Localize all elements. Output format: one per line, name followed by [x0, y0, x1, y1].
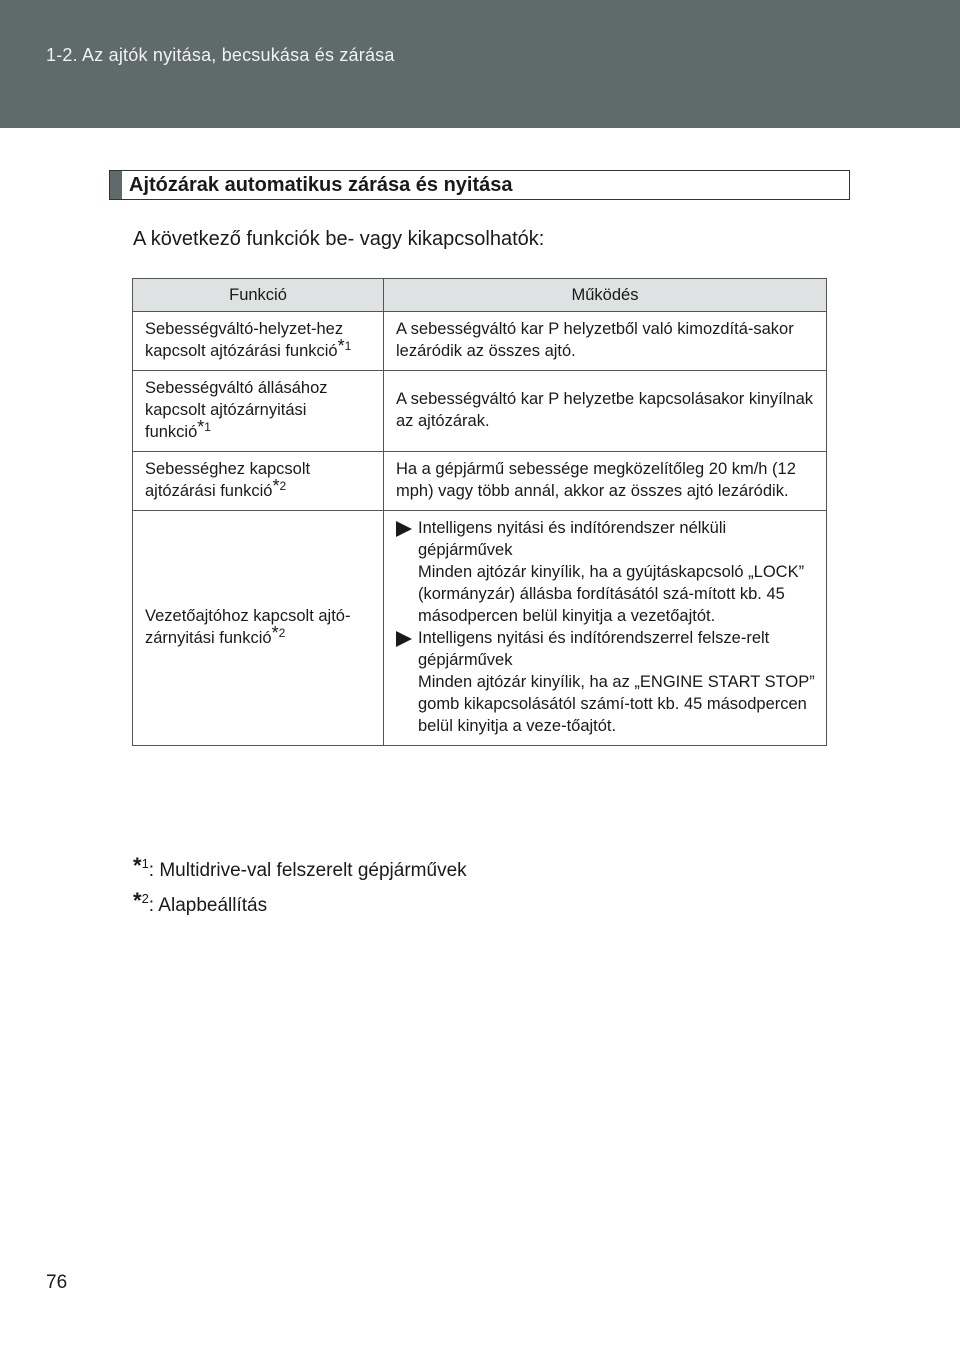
- function-name: Vezetőajtóhoz kapcsolt ajtó-zárnyitási funkció: [145, 607, 351, 647]
- function-cell: [133, 371, 384, 452]
- function-name: Sebességváltó állásához kapcsolt ajtózárnyitási funkció: [145, 379, 328, 441]
- section-path: 1-2. Az ajtók nyitása, becsukása és zárása: [46, 45, 395, 65]
- footnote-star: *: [337, 336, 345, 356]
- function-cell: [133, 511, 384, 746]
- footnote-star: *: [133, 888, 142, 913]
- operation-cell: Ha a gépjármű sebessége megközelítőleg 20 km/h (12 mph) vagy több annál, akkor az összes ajtó lezáródik.: [384, 452, 827, 511]
- footnote-text: : Alapbeállítás: [148, 895, 268, 916]
- table-row: [133, 511, 827, 746]
- operation-cell: A sebességváltó kar P helyzetből való kimozdítá-sakor lezáródik az összes ajtó.: [384, 312, 827, 371]
- function-name: Sebességhez kapcsolt ajtózárási funkció: [145, 460, 311, 500]
- footnote-number: 2: [141, 891, 149, 906]
- bullet-heading: Intelligens nyitási és indítórendszer nélküli gépjárművek: [418, 519, 727, 559]
- section-title: Ajtózárak automatikus zárása és nyitása: [129, 174, 513, 196]
- footnote-text: : Multidrive-val felszerelt gépjárművek: [148, 860, 467, 881]
- footnote-star: *: [197, 417, 205, 437]
- operation-bullet: [396, 627, 816, 737]
- section-heading-bar: [110, 171, 122, 199]
- function-cell: [133, 312, 384, 371]
- footnote-ref: 1: [344, 339, 352, 353]
- triangle-bullet-icon: [396, 631, 412, 647]
- intro-text: A következő funkciók be- vagy kikapcsolhatók:: [133, 228, 545, 250]
- table-header-row: [133, 279, 827, 312]
- header-band: [0, 0, 960, 128]
- function-cell: [133, 452, 384, 511]
- bullet-heading: Intelligens nyitási és indítórendszerrel felsze-relt gépjárművek: [418, 629, 770, 669]
- footnote: [133, 850, 467, 885]
- table-row: [133, 371, 827, 452]
- header-operation: Működés: [384, 279, 827, 312]
- table-row: [133, 312, 827, 371]
- bullet-text: Minden ajtózár kinyílik, ha a gyújtáskapcsoló „LOCK” (kormányzár) állásba fordításától szá-mított kb. 45 másodpercen belül kinyitja a vezetőajtót.: [418, 563, 805, 625]
- page-number: 76: [46, 1272, 68, 1293]
- footnote-ref: 1: [204, 420, 211, 434]
- operation-cell: [384, 511, 827, 746]
- function-name: Sebességváltó-helyzet-hez kapcsolt ajtózárási funkció: [145, 320, 344, 360]
- header-function: Funkció: [133, 279, 384, 312]
- section-heading-box: [109, 170, 850, 200]
- footnote-star: *: [271, 623, 279, 643]
- table-row: [133, 452, 827, 511]
- operation-cell: A sebességváltó kar P helyzetbe kapcsolásakor kinyílnak az ajtózárak.: [384, 371, 827, 452]
- footnotes: [133, 850, 467, 920]
- operation-bullet: [396, 517, 816, 627]
- footnote-star: *: [272, 476, 280, 496]
- footnote-star: *: [133, 853, 142, 878]
- footnote: [133, 885, 467, 920]
- triangle-bullet-icon: [396, 521, 412, 537]
- footnote-number: 1: [141, 856, 149, 871]
- function-table: [132, 278, 827, 746]
- bullet-text: Minden ajtózár kinyílik, ha az „ENGINE START STOP” gomb kikapcsolásától számí-tott kb. 45 másodpercen belül kinyitja a veze-tőajtót.: [418, 673, 815, 735]
- footnote-ref: 2: [278, 626, 286, 640]
- footnote-ref: 2: [279, 479, 287, 493]
